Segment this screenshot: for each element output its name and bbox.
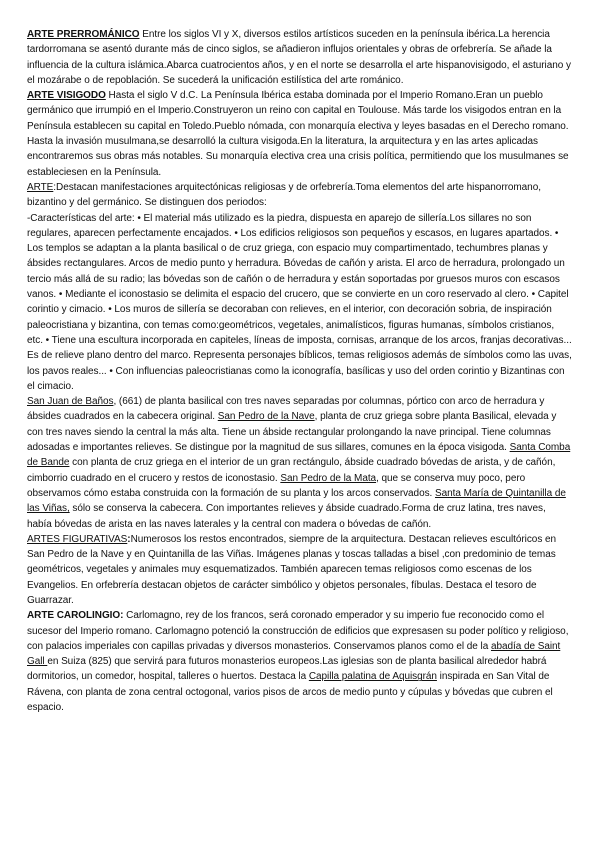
link-capilla-palatina-de-aquisgran[interactable]: Capilla palatina de Aquisgrán	[308, 671, 437, 683]
paragraph-text: Numerosos los restos encontrados, siempre de la arquitectura. Destacan relieves escultóricos en San Pedro de la Nave y en Quintanilla de las Viñas. Imágenes planas y toscas talladas a bisel ,con predominio de temas geométricos, vegetales y animales muy esquematizados. También aparecen temas religiosos como escenas de los Evangelios. En orfebrería destacan objetos de carácter simbólico y objetos personales, fíbulas. Destaca el tesoro de Guarrazar.	[27, 533, 557, 606]
paragraph-artes-figurativas	[27, 532, 572, 608]
paragraph-carolingio	[27, 608, 572, 715]
paragraph-text: Carlomagno, rey de los francos, será coronado emperador y su imperio fue reconocido como el sucesor del Imperio romano. Carlomagno potenció la construcción de edificios que expresasen su poder político y religioso, con palacios imperiales con capillas privadas y diversos monasterios. Conservamos planos como el de la	[27, 610, 569, 652]
document-body	[27, 27, 572, 715]
paragraph-text: inspirada en San Vital de Rávena, con planta de zona central octogonal, varios pisos de arcos de medio punto y cúpulas y bóvedas que cubren el espacio.	[27, 671, 553, 714]
paragraph-visigodo	[27, 88, 572, 180]
paragraph-text: , (661) de planta basilical con tres naves separadas por columnas, pórtico con arco de herradura y ábsides cuadrados en la cabecera original.	[27, 396, 545, 423]
paragraph-text: -Características del arte: • El material más utilizado es la piedra, dispuesta en aparejo de sillería.Los sillares no son regulares, aparecen perfectamente encajados. • Los edificios religiosos son pequeños y escasos, en lugares apartados. • Los templos se adaptan a la planta basilical o de cruz griega, con espacio muy compartimentado, techumbres planas y ábsides rectangulares. Arcos de medio punto y herradura. Bóvedas de cañón y arista. El arco de herradura, prolongado un tercio más allá de su radio; las bóvedas son de cañón o de herradura y están soportadas por gruesos muros con escasos vanos. • Mediante el iconostasio se delimita el espacio del crucero, que se convierte en un coro reservado al clero. • Capitel corintio y cimacio. • Los muros de sillería se decoraban con relieves, en el interior, con decoración sobria, de inspiración paleocristiana y bizantina, con temas como:geométricos, vegetales, animalísticos, figuras humanas, símbolos cristianos, etc. • Tiene una escultura incorporada en capiteles, líneas de imposta, cornisas, arranque de los arcos, franjas decorativas... Es de relieve plano dentro del marco. Representa personajes bíblicos, temas religiosos además de símbolos como las uvas, los pavos reales... • Con influencias paleocristianas como la iconografía, basílicas y uso del orden corintio y Bizantinas con el cimacio.	[27, 212, 572, 392]
heading-arte: ARTE	[27, 181, 54, 193]
heading-arte-prerromanico: ARTE PRERROMÁNICO	[27, 29, 140, 40]
paragraph-text: , que se conserva muy poco, pero observamos cómo estaba construida con la formación de su planta y los arcos conservados.	[27, 472, 526, 499]
paragraph-arte	[27, 180, 572, 211]
paragraph-prerromanico	[27, 27, 572, 88]
link-san-pedro-de-la-mata[interactable]: San Pedro de la Mata	[280, 472, 377, 484]
paragraph-text: sólo se conserva la cabecera. Con importantes relieves y ábside cuadrado.Forma de cruz latina, tres naves, había bóvedas de arista en las naves laterales y la central con madera o bóvedas de cañón.	[27, 503, 546, 530]
paragraph-text: :Destacan manifestaciones arquitectónicas religiosas y de orfebrería.Toma elementos del arte hispanorromano, bizantino y del germánico. Se distinguen dos periodos:	[27, 181, 541, 209]
paragraph-caracteristicas	[27, 211, 572, 395]
heading-artes-figurativas: ARTES FIGURATIVAS	[27, 533, 128, 545]
link-san-pedro-de-la-nave[interactable]: San Pedro de la Nave	[217, 411, 315, 423]
heading-arte-visigodo: ARTE VISIGODO	[27, 90, 106, 102]
paragraph-text: Entre los siglos VI y X, diversos estilos artísticos suceden en la península ibérica.La herencia tardorromana se asentó durante más de cinco siglos, se añadieron influjos orientales y obras de orfebrería. Se añade la influencia de la cultura islámica.Abarca cuatrocientos años, y en el norte se desarrolla el arte hispanovisigodo, el asturiano y el mozárabe o de repoblación. Se sucederá la unificación estilística del arte románico.	[27, 29, 571, 86]
link-santa-comba-de-bande[interactable]: Santa Comba de Bande	[27, 442, 571, 469]
paragraph-text: en Suiza (825) que servirá para futuros monasterios europeos.Las iglesias son de planta basilical alrededor habrá dormitorios, un comedor, hospital, talleres o huertos. Destaca la	[27, 656, 547, 683]
link-abadia-de-saint-gall[interactable]: abadía de Saint Gall	[27, 640, 561, 668]
heading-colon: :	[127, 533, 131, 545]
heading-arte-carolingio: ARTE CAROLINGIO:	[27, 610, 124, 622]
link-santa-maria-de-quintanilla[interactable]: Santa María de Quintanilla de las Viñas,	[27, 487, 566, 515]
paragraph-monuments	[27, 394, 572, 532]
paragraph-text: con planta de cruz griega en el interior de un gran rectángulo, ábside cuadrado bóvedas de arista, y de cañón, cimborrio cuadrado en el crucero y restos de iconostasio.	[27, 457, 556, 484]
paragraph-text: Hasta el siglo V d.C. La Península Ibérica estaba dominada por el Imperio Romano.Eran un pueblo germánico que irrumpió en el Imperio.Construyeron un reino con capital en Toulouse. Más tarde los visigodos entran en la Península establecen su capital en Toledo.Pueblo nómada, con monarquía electiva y leyes basadas en el Derecho romano. Hasta la invasión musulmana,se desarrolló la cultura visigoda.En la literatura, la arquitectura y en las artes aplicadas encontraremos sus obras más notables. Su monarquía electiva crea una crisis política, permitiendo que los musulmanes se estableciesen en la Península.	[27, 90, 569, 178]
link-san-juan-de-banos[interactable]: San Juan de Baños	[27, 396, 114, 408]
paragraph-text: , planta de cruz griega sobre planta Basilical, elevada y con tres naves siendo la central la más alta. Tiene un ábside rectangular prolongando la nave principal. Tiene columnas adosadas e importantes relieves. Se distingue por la magnitud de sus sillares, comunes en la época visigoda.	[27, 411, 557, 454]
